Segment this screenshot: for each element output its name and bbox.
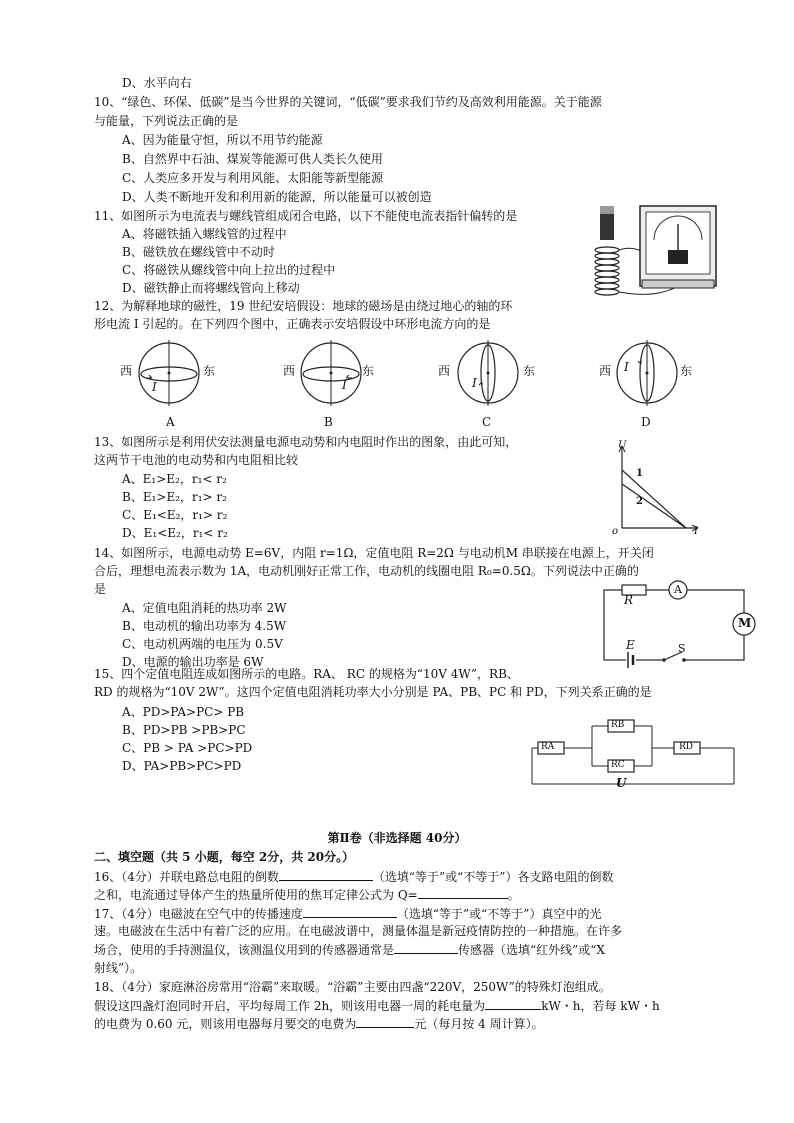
globe-d-west: 西 <box>599 364 612 378</box>
q11-option-c: C、将磁铁从螺线管中向上拉出的过程中 <box>122 263 336 277</box>
part2-title: 第Ⅱ卷（非选择题 40分） <box>327 831 467 845</box>
globe-a <box>136 338 202 408</box>
q15-option-b: B、PD>PB >PB>PC <box>122 723 246 737</box>
globe-b-current: I <box>342 378 347 392</box>
q14-label-r: R <box>624 593 634 607</box>
q15-circuit <box>528 718 738 788</box>
q14-label-motor: M <box>738 616 752 630</box>
q18-line2 <box>94 997 660 1014</box>
q10-option-d: D、人类不断地开发和利用新的能源，所以能量可以被创造 <box>122 190 432 204</box>
globe-c-current: I <box>472 376 477 390</box>
globe-label-a: A <box>166 415 175 429</box>
q16-text-a: 16、（4分）并联电路总电阻的倒数 <box>94 870 279 884</box>
q15-stem-line1: 15、四个定值电阻连成如图所示的电路。RA、 RC 的规格为“10V 4W”，RB、 <box>94 667 519 681</box>
q11-figure <box>592 202 722 322</box>
q11-stem: 11、如图所示为电流表与螺线管组成闭合电路，以下不能使电流表指针偏转的是 <box>94 209 518 223</box>
q13-line-1-label: 1 <box>636 468 643 479</box>
q14-option-c: C、电动机两端的电压为 0.5V <box>122 637 283 651</box>
q13-option-d: D、E₁<E₂，r₁< r₂ <box>122 526 228 540</box>
globe-label-c: C <box>482 415 492 429</box>
q18-text-c: kW・h，若每 kW・h <box>541 999 660 1013</box>
globe-b-east: 东 <box>362 364 375 378</box>
q10-stem-line1: 10、“绿色、环保、低碳”是当今世界的关键词，“低碳”要求我们节约及高效利用能源。关于能源 <box>94 95 602 109</box>
q18-text-b: 假设这四盏灯泡同时开启，平均每周工作 2h，则该用电器一周的耗电量为 <box>94 999 486 1013</box>
q15-label-rc: RC <box>611 760 625 770</box>
globe-label-d: D <box>641 415 651 429</box>
q17-blank-1[interactable] <box>303 905 397 918</box>
q16-text-b: （选填“等于”或“不等于”）各支路电阻的倒数 <box>372 870 614 884</box>
globe-label-b: B <box>324 415 333 429</box>
globe-a-east: 东 <box>203 364 216 378</box>
globe-d-east: 东 <box>680 364 693 378</box>
q13-axis-i: I <box>694 526 698 537</box>
q11-option-b: B、磁铁放在螺线管中不动时 <box>122 245 275 259</box>
q18-text-d: 的电费为 0.60 元，则该用电器每月要交的电费为 <box>94 1017 357 1031</box>
q15-label-ra: RA <box>541 742 555 752</box>
section-fill-in-title: 二、填空题（共 5 小题，每空 2分，共 20分。） <box>94 850 355 864</box>
q18-line1: 18、（4分）家庭淋浴房常用“浴霸”来取暖。“浴霸”主要由四盏“220V，250W”的特殊灯泡组成。 <box>94 980 611 994</box>
q17-text-d: 场合，使用的手持测温仪，该测温仪用到的传感器通常是 <box>94 943 395 957</box>
q17-line1 <box>94 905 601 922</box>
globe-c <box>455 338 521 408</box>
q13-ui-graph <box>612 440 702 540</box>
q18-line3 <box>94 1015 544 1032</box>
q13-axis-u: U <box>618 440 627 451</box>
q15-label-rb: RB <box>611 720 625 730</box>
q10-option-a: A、因为能量守恒，所以不用节约能源 <box>122 133 323 147</box>
q17-line3 <box>94 941 605 958</box>
globe-a-current: I <box>152 380 157 394</box>
q10-stem-line2: 与能量，下列说法正确的是 <box>94 114 239 128</box>
q14-option-b: B、电动机的输出功率为 4.5W <box>122 619 287 633</box>
q15-option-a: A、PD>PA>PC> PB <box>122 705 245 719</box>
q17-text-b: （选填“等于”或“不等于”）真空中的光 <box>396 907 602 921</box>
q13-stem-line1: 13、如图所示是利用伏安法测量电源电动势和内电阻时作出的图象，由此可知， <box>94 435 518 449</box>
q10-option-c: C、人类应多开发与利用风能、太阳能等新型能源 <box>122 171 384 185</box>
q17-text-a: 17、（4分）电磁波在空气中的传播速度 <box>94 907 303 921</box>
globe-a-west: 西 <box>120 364 133 378</box>
q16-line1 <box>94 868 613 885</box>
q15-label-u: U <box>616 776 627 790</box>
q15-stem-line2: RD 的规格为“10V 2W”。这四个定值电阻消耗功率大小分别是 PA、PB、PC 和 PD，下列关系正确的是 <box>94 685 652 699</box>
q12-stem-line1: 12、为解释地球的磁性，19 世纪安培假设：地球的磁场是由绕过地心的轴的环 <box>94 299 513 313</box>
q16-line2 <box>94 886 520 903</box>
q11-option-d: D、磁铁静止而将螺线管向上移动 <box>122 281 300 295</box>
q16-text-d: 。 <box>507 888 520 902</box>
q14-stem-line2: 合后，理想电流表示数为 1A，电动机刚好正常工作，电动机的线圈电阻 R₀=0.5Ω。下列说法中正确的 <box>94 564 639 578</box>
graph-line-1 <box>622 470 686 528</box>
q14-stem-line3: 是 <box>94 582 107 596</box>
q11-option-a: A、将磁铁插入螺线管的过程中 <box>122 227 287 241</box>
q18-blank-1[interactable] <box>485 997 541 1010</box>
solenoid-icon <box>595 247 619 295</box>
q18-text-e: 元（每月按 4 周计算）。 <box>414 1017 544 1031</box>
globe-c-west: 西 <box>438 364 451 378</box>
q13-option-a: A、E₁>E₂，r₁< r₂ <box>122 472 227 486</box>
q14-label-ammeter: A <box>674 583 682 596</box>
q14-label-e: E <box>626 638 635 652</box>
q12-stem-line2: 形电流 I 引起的。在下列四个图中，正确表示安培假设中环形电流方向的是 <box>94 317 491 331</box>
globe-c-east: 东 <box>523 364 536 378</box>
q14-option-d: D、电源的输出功率是 6W <box>122 655 264 669</box>
q13-origin: o <box>612 526 619 537</box>
q15-label-rd: RD <box>679 742 693 752</box>
q18-blank-2[interactable] <box>356 1015 414 1028</box>
q16-text-c: 之和，电流通过导体产生的热量所使用的焦耳定律公式为 Q= <box>94 888 418 902</box>
q15-option-d: D、PA>PB>PC>PD <box>122 759 242 773</box>
q16-blank-1[interactable] <box>279 868 373 881</box>
q17-blank-2[interactable] <box>394 941 458 954</box>
q14-stem-line1: 14、如图所示，电源电动势 E=6V，内阻 r=1Ω，定值电阻 R=2Ω 与电动机M 串联接在电源上，开关闭 <box>94 546 654 560</box>
q17-text-e: 传感器（选填“红外线”或“X <box>458 943 605 957</box>
q15-option-c: C、PB > PA >PC>PD <box>122 741 253 755</box>
q16-blank-2[interactable] <box>418 886 508 899</box>
globe-d-current: I <box>624 360 629 374</box>
q9-option-d: D、水平向右 <box>122 76 192 90</box>
q17-line2: 速。电磁波在生活中有着广泛的应用。在电磁波谱中，测量体温是新冠疫情防控的一种措施。在许多 <box>94 924 623 938</box>
globe-b-west: 西 <box>283 364 296 378</box>
galvanometer-icon <box>640 206 716 288</box>
globe-b <box>298 338 364 408</box>
q14-label-s: S <box>678 642 686 655</box>
graph-line-2 <box>622 484 686 528</box>
q17-line4: 射线”）。 <box>94 961 143 975</box>
q13-stem-line2: 这两节干电池的电动势和内电阻相比较 <box>94 453 299 467</box>
q13-line-2-label: 2 <box>636 496 643 507</box>
q10-option-b: B、自然界中石油、煤炭等能源可供人类长久使用 <box>122 152 383 166</box>
q14-option-a: A、定值电阻消耗的热功率 2W <box>122 601 287 615</box>
q13-option-b: B、E₁>E₂，r₁> r₂ <box>122 490 227 504</box>
q13-option-c: C、E₁<E₂，r₁> r₂ <box>122 508 228 522</box>
